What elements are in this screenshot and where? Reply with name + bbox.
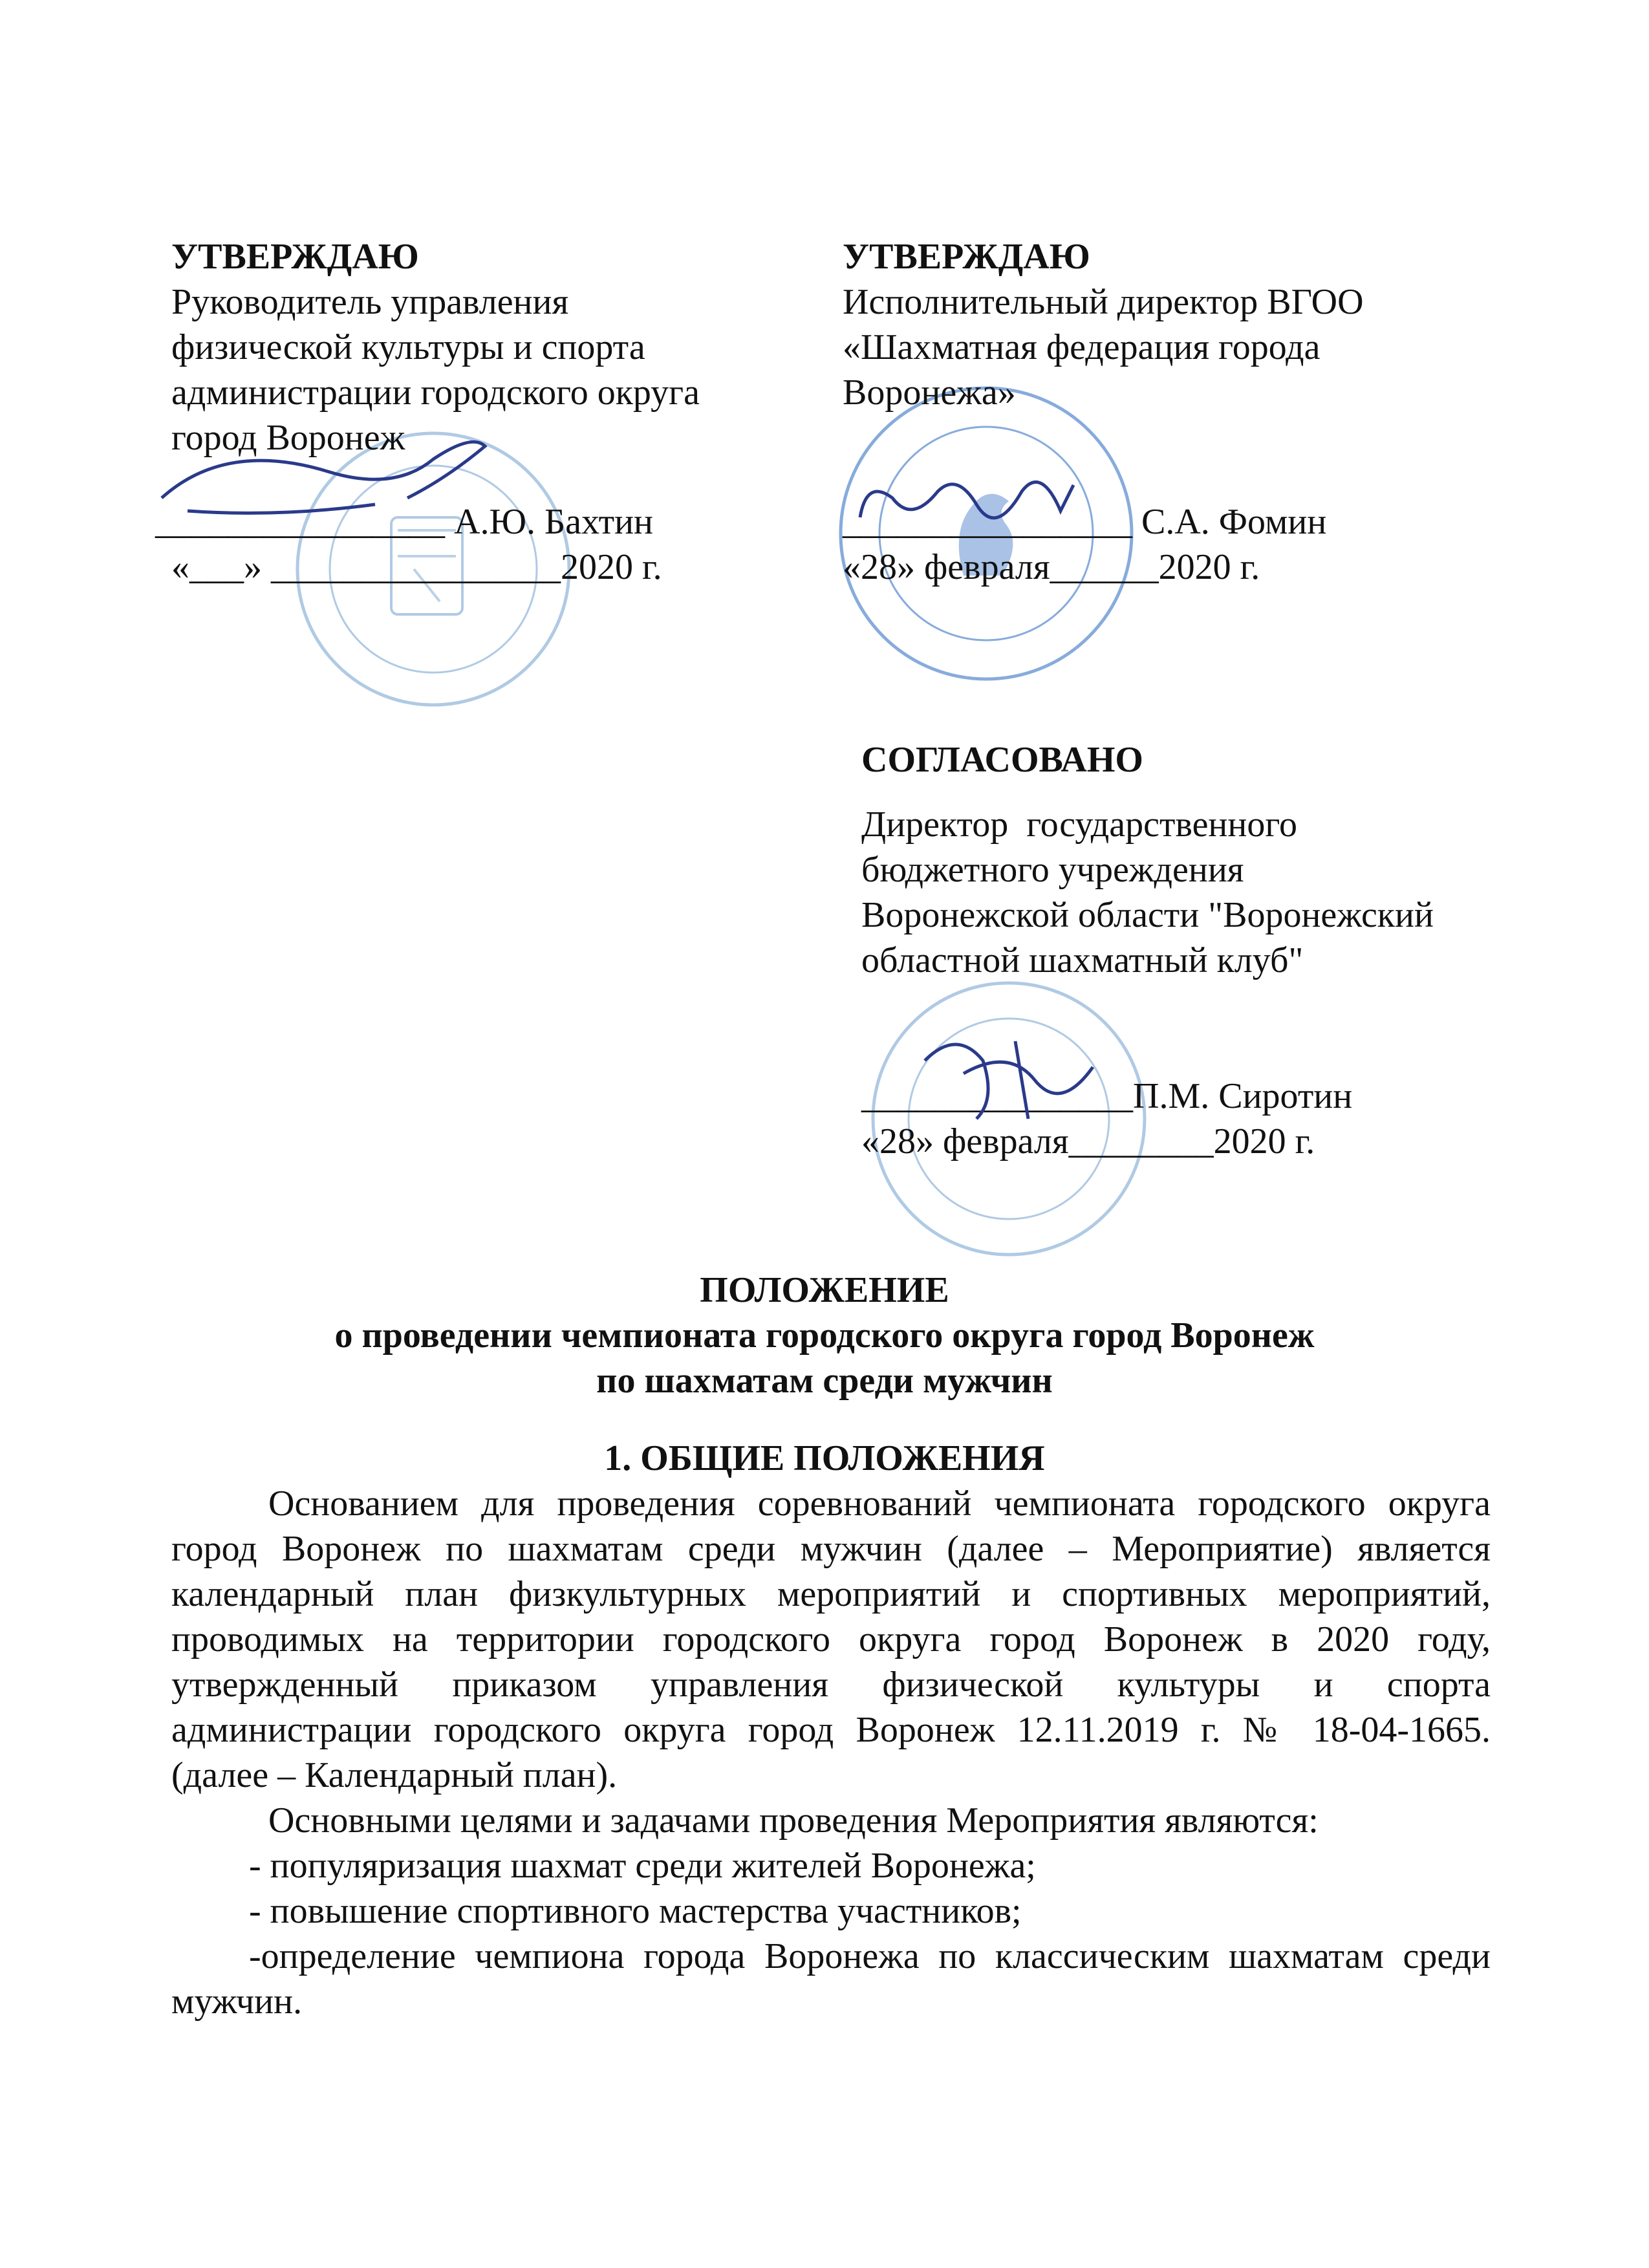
agreed-heading: СОГЛАСОВАНО	[861, 740, 1143, 780]
section1-heading: 1. ОБЩИЕ ПОЛОЖЕНИЯ	[604, 1438, 1045, 1478]
approve-right-line3: Воронежа»	[843, 373, 1016, 413]
section1-item3: -определение чемпиона города Воронежа по классическим шахматам среди	[249, 1936, 1491, 1976]
section1-item2: - повышение спортивного мастерства участников;	[249, 1891, 1022, 1931]
section1-p1-line7: (далее – Календарный план).	[171, 1755, 618, 1795]
agreed-line1: Директор государственного	[861, 805, 1297, 845]
section1-p2: Основными целями и задачами проведения Мероприятия являются:	[268, 1800, 1319, 1841]
agreed-signature	[905, 1022, 1125, 1132]
right-signature	[847, 453, 1119, 556]
section1-p1-line1: Основанием для проведения соревнований чемпионата городского округа	[268, 1484, 1491, 1524]
section1-p1-line5: утвержденный приказом управления физической культуры и спорта	[171, 1665, 1491, 1705]
section1-p1-line2: город Воронеж по шахматам среди мужчин (далее – Мероприятие) является	[171, 1529, 1491, 1569]
document-subtitle-line2: по шахматам среди мужчин	[596, 1361, 1053, 1401]
approve-left-heading: УТВЕРЖДАЮ	[171, 237, 419, 277]
document-title: ПОЛОЖЕНИЕ	[700, 1270, 949, 1310]
approve-right-sign-line: ________________ С.А. Фомин	[843, 502, 1327, 542]
section1-p1-line6: администрации городского округа город Воронеж 12.11.2019 г. № 18-04-1665.	[171, 1710, 1491, 1750]
approve-left-line3: администрации городского округа	[171, 373, 700, 413]
approve-right-heading: УТВЕРЖДАЮ	[843, 237, 1090, 277]
agreed-line4: областной шахматный клуб"	[861, 940, 1304, 980]
agreed-line3: Воронежской области "Воронежский	[861, 895, 1434, 935]
section1-item1: - популяризация шахмат среди жителей Воронежа;	[249, 1846, 1036, 1886]
agreed-line2: бюджетного учреждения	[861, 850, 1244, 890]
section1-p1-line4: проводимых на территории городского округа город Воронеж в 2020 году,	[171, 1619, 1491, 1659]
agreed-date-line: «28» февраля________2020 г.	[861, 1121, 1315, 1161]
approve-left-line1: Руководитель управления	[171, 282, 569, 322]
section1-p1-line3: календарный план физкультурных мероприятий и спортивных мероприятий,	[171, 1574, 1491, 1614]
approve-left-line2: физической культуры и спорта	[171, 327, 645, 367]
agreed-sign-line: _______________П.М. Сиротин	[861, 1076, 1353, 1116]
approve-left-line4: город Воронеж	[171, 418, 405, 458]
document-subtitle-line1: о проведении чемпионата городского округа город Воронеж	[334, 1315, 1315, 1355]
approve-right-line1: Исполнительный директор ВГОО	[843, 282, 1364, 322]
approve-left-sign-line: ________________ А.Ю. Бахтин	[155, 502, 654, 542]
section1-item3-cont: мужчин.	[171, 1982, 303, 2022]
approve-right-date-line: «28» февраля______2020 г.	[843, 547, 1260, 587]
approve-left-date-line: «___» ________________2020 г.	[171, 547, 662, 587]
approve-right-line2: «Шахматная федерация города	[843, 327, 1320, 367]
left-signature	[149, 420, 511, 530]
